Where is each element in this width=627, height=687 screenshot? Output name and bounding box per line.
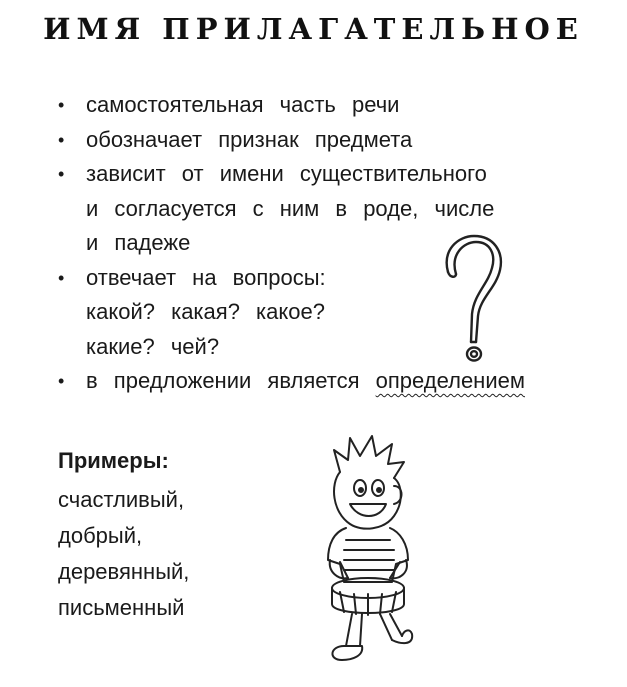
definition-list [56, 88, 596, 399]
example-item: счастливый, [58, 487, 185, 512]
bullet-line: зависит от имени существительного [86, 161, 487, 186]
bullet-line: в предложении является [86, 368, 360, 393]
bullet-item [56, 364, 596, 399]
boy-with-drum-icon [300, 432, 430, 672]
question-mark-icon [438, 232, 508, 368]
bullet-item [56, 123, 596, 158]
bullet-item [56, 88, 596, 123]
example-item: письменный [58, 595, 185, 620]
example-item: добрый, [58, 523, 143, 548]
bullet-item [56, 261, 596, 365]
bullet-line: отвечает на вопросы: [86, 264, 326, 290]
bullet-line: обозначает признак предмета [86, 126, 413, 152]
underlined-term: определением [375, 368, 525, 393]
bullet-line: какие? чей? [86, 333, 220, 359]
example-item: деревянный, [58, 559, 190, 584]
bullet-line: и согласуется с ним в роде, числе [86, 195, 495, 221]
bullet-line: самостоятельная часть речи [86, 92, 400, 117]
page-title: ИМЯ ПРИЛАГАТЕЛЬНОЕ [43, 12, 584, 46]
examples-list [58, 482, 189, 626]
bullet-item [56, 157, 596, 261]
bullet-line: и падеже [86, 230, 191, 255]
examples-heading: Примеры: [58, 448, 169, 473]
bullet-line: какой? какая? какое? [86, 299, 325, 324]
